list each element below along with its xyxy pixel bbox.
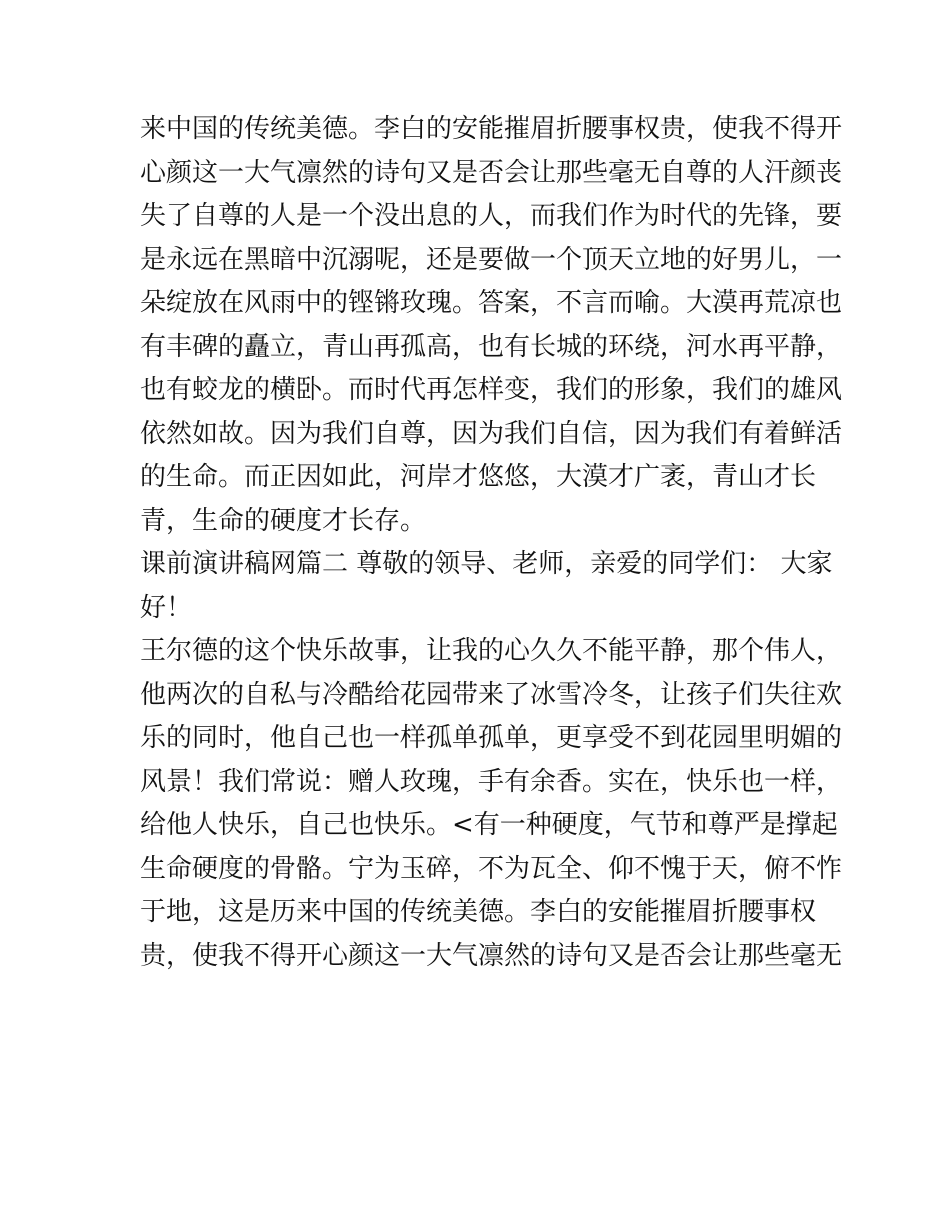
paragraph-3 <box>140 630 843 978</box>
paragraph-2-heading <box>140 543 833 630</box>
text-line: 来中国的传统美德。李白的安能摧眉折腰事权贵，使我不得开 <box>140 114 843 144</box>
document-body <box>140 108 843 978</box>
text-line: 生命硬度的骨骼。宁为玉碎，不为瓦全、仰不愧于天，俯不怍 <box>140 853 843 884</box>
text-line: 青，生命的硬度才长存。 <box>140 505 427 536</box>
text-line: 心颜这一大气凛然的诗句又是否会让那些毫无自尊的人汗颜丧 <box>140 157 843 188</box>
text-line: 失了自尊的人是一个没出息的人，而我们作为时代的先锋，要 <box>140 201 843 231</box>
text-line: 于地，这是历来中国的传统美德。李白的安能摧眉折腰事权 <box>140 897 817 927</box>
text-line: 是永远在黑暗中沉溺呢，还是要做一个顶天立地的好男儿，一 <box>140 244 843 275</box>
text-line: 好！ <box>140 592 193 623</box>
text-line: 朵绽放在风雨中的铿锵玫瑰。答案，不言而喻。大漠再荒凉也 <box>140 288 843 318</box>
text-line: 也有蛟龙的横卧。而时代再怎样变，我们的形象，我们的雄风 <box>140 375 843 405</box>
text-line: 王尔德的这个快乐故事，让我的心久久不能平静，那个伟人， <box>140 636 843 666</box>
text-line: 他两次的自私与冷酷给花园带来了冰雪冷冬，让孩子们失往欢 <box>140 679 843 710</box>
text-line: 风景！我们常说：赠人玫瑰，手有余香。实在，快乐也一样， <box>140 766 843 797</box>
paragraph-1 <box>140 108 843 543</box>
text-line: 课前演讲稿网篇二 尊敬的领导、老师，亲爱的同学们： 大家 <box>140 549 833 579</box>
text-line: 贵，使我不得开心颜这一大气凛然的诗句又是否会让那些毫无 <box>140 940 843 971</box>
text-line: 依然如故。因为我们自尊，因为我们自信，因为我们有着鲜活 <box>140 418 843 449</box>
text-line: 有丰碑的矗立，青山再孤高，也有长城的环绕，河水再平静， <box>140 331 843 362</box>
text-line: 乐的同时，他自己也一样孤单孤单，更享受不到花园里明媚的 <box>140 723 843 753</box>
text-line: 的生命。而正因如此，河岸才悠悠，大漠才广袤，青山才长 <box>140 462 817 492</box>
text-line: 给他人快乐，自己也快乐。<有一种硬度，气节和尊严是撑起 <box>140 810 838 840</box>
